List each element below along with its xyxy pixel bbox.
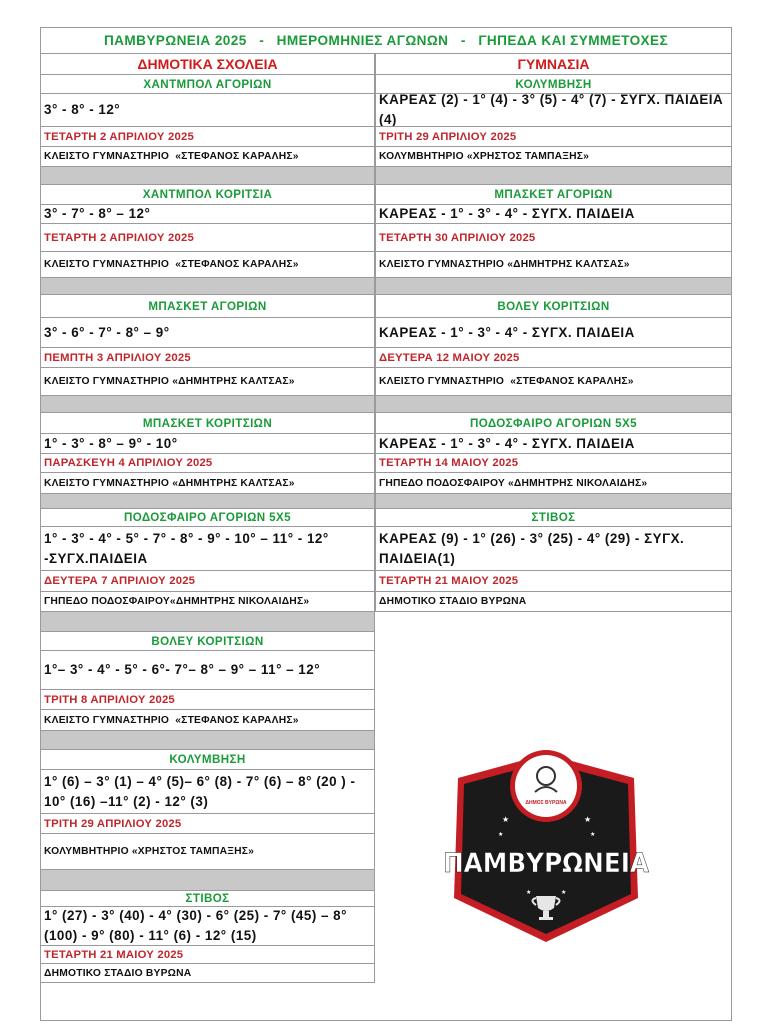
sport-title: ΧΑΝΤΜΠΟΛ ΚΟΡΙΤΣΙΑ <box>40 184 375 205</box>
separator-row <box>40 166 375 185</box>
event-venue: ΚΛΕΙΣΤΟ ΓΥΜΝΑΣΤΗΡΙΟ «ΔΗΜΗΤΡΗΣ ΚΑΛΤΣΑΣ» <box>40 367 375 396</box>
participants-list: 1° - 3° - 4° - 5° - 7° - 8° - 9° - 10° – 11° - 12° -ΣΥΓΧ.ΠΑΙΔΕΙΑ <box>40 526 375 571</box>
column-heading: ΓΥΜΝΑΣΙΑ <box>375 53 732 75</box>
event-date: ΤΕΤΑΡΤΗ 14 ΜΑΙΟΥ 2025 <box>375 453 732 473</box>
primary-schools-column <box>40 54 375 983</box>
sport-title: ΣΤΙΒΟΣ <box>40 890 375 907</box>
event-venue: ΚΛΕΙΣΤΟ ΓΥΜΝΑΣΤΗΡΙΟ «ΔΗΜΗΤΡΗΣ ΚΑΛΤΣΑΣ» <box>40 472 375 494</box>
participants-list: 1° (6) – 3° (1) – 4° (5)– 6° (8) - 7° (6) – 8° (20 ) - 10° (16) –11° (2) - 12° (3) <box>40 769 375 814</box>
sport-title: ΧΑΝΤΜΠΟΛ ΑΓΟΡΙΩΝ <box>40 74 375 94</box>
participants-list: 1° (27) - 3° (40) - 4° (30) - 6° (25) - 7° (45) – 8° (100) - 9° (80) - 11° (6) - 12° (15) <box>40 906 375 946</box>
event-venue: ΓΗΠΕΔΟ ΠΟΔΟΣΦΑΙΡΟΥ«ΔΗΜΗΤΡΗΣ ΝΙΚΟΛΑΙΔΗΣ» <box>40 591 375 612</box>
star-icon: ★ <box>561 890 567 896</box>
star-icon: ★ <box>498 832 504 838</box>
event-date: ΠΕΜΠΤΗ 3 ΑΠΡΙΛΙΟΥ 2025 <box>40 347 375 368</box>
event-venue: ΚΛΕΙΣΤΟ ΓΥΜΝΑΣΤΗΡΙΟ «ΣΤΕΦΑΝΟΣ ΚΑΡΑΛΗΣ» <box>40 251 375 278</box>
sport-title: ΜΠΑΣΚΕΤ ΑΓΟΡΙΩΝ <box>40 294 375 318</box>
participants-list: ΚΑΡΕΑΣ - 1° - 3° - 4° - ΣΥΓΧ. ΠΑΙΔΕΙΑ <box>375 204 732 224</box>
event-venue: ΚΛΕΙΣΤΟ ΓΥΜΝΑΣΤΗΡΙΟ «ΣΤΕΦΑΝΟΣ ΚΑΡΑΛΗΣ» <box>40 146 375 167</box>
star-icon: ★ <box>526 890 532 896</box>
sport-title: ΜΠΑΣΚΕΤ ΚΟΡΙΤΣΙΩΝ <box>40 412 375 434</box>
separator-row <box>40 493 375 509</box>
event-date: ΤΡΙΤΗ 8 ΑΠΡΙΛΙΟΥ 2025 <box>40 689 375 710</box>
event-date: ΤΕΤΑΡΤΗ 30 ΑΠΡΙΛΙΟΥ 2025 <box>375 223 732 252</box>
participants-list: 3° - 8° - 12° <box>40 93 375 127</box>
column-heading: ΔΗΜΟΤΙΚΑ ΣΧΟΛΕΙΑ <box>40 53 375 75</box>
event-date: ΤΕΤΑΡΤΗ 2 ΑΠΡΙΛΙΟΥ 2025 <box>40 126 375 147</box>
event-date: ΤΕΤΑΡΤΗ 21 ΜΑΙΟΥ 2025 <box>40 945 375 964</box>
emblem-text: ΔΗΜΟΣ ΒΥΡΩΝΑ <box>525 800 567 806</box>
star-icon: ★ <box>590 832 596 838</box>
separator-row <box>40 395 375 413</box>
event-date: ΠΑΡΑΣΚΕΥΗ 4 ΑΠΡΙΛΙΟΥ 2025 <box>40 453 375 473</box>
high-schools-column <box>375 54 732 612</box>
logo-graphic <box>438 748 654 948</box>
separator-row <box>40 277 375 295</box>
sport-title: ΚΟΛΥΜΒΗΣΗ <box>375 74 732 94</box>
separator-row <box>40 869 375 891</box>
page-title: ΠΑΜΒΥΡΩΝΕΙΑ 2025 - ΗΜΕΡΟΜΗΝΙΕΣ ΑΓΩΝΩΝ - ΓΗΠΕΔΑ ΚΑΙ ΣΥΜΜΕΤΟΧΕΣ <box>40 27 732 54</box>
participants-list: ΚΑΡΕΑΣ - 1° - 3° - 4° - ΣΥΓΧ. ΠΑΙΔΕΙΑ <box>375 317 732 348</box>
event-venue: ΔΗΜΟΤΙΚΟ ΣΤΑΔΙΟ ΒΥΡΩΝΑ <box>375 591 732 612</box>
event-date: ΔΕΥΤΕΡΑ 12 ΜΑΙΟΥ 2025 <box>375 347 732 368</box>
participants-list: 1°– 3° - 4° - 5° - 6°- 7°– 8° – 9° – 11° – 12° <box>40 650 375 690</box>
pamvyroneia-logo <box>438 748 654 948</box>
logo-wordmark: ΠΑΜΒΥΡΩΝΕΙΑ <box>443 848 650 879</box>
separator-row <box>40 730 375 750</box>
separator-row <box>40 611 375 632</box>
sport-title: ΠΟΔΟΣΦΑΙΡΟ ΑΓΟΡΙΩΝ 5Χ5 <box>40 508 375 527</box>
sport-title: ΚΟΛΥΜΒΗΣΗ <box>40 749 375 770</box>
sport-title: ΣΤΙΒΟΣ <box>375 508 732 527</box>
participants-list: ΚΑΡΕΑΣ - 1° - 3° - 4° - ΣΥΓΧ. ΠΑΙΔΕΙΑ <box>375 433 732 454</box>
participants-list: ΚΑΡΕΑΣ (2) - 1° (4) - 3° (5) - 4° (7) - ΣΥΓΧ. ΠΑΙΔΕΙΑ (4) <box>375 93 732 127</box>
event-date: ΔΕΥΤΕΡΑ 7 ΑΠΡΙΛΙΟΥ 2025 <box>40 570 375 592</box>
star-icon: ★ <box>584 815 592 824</box>
sport-title: ΒΟΛΕΥ ΚΟΡΙΤΣΙΩΝ <box>40 631 375 651</box>
sport-title: ΠΟΔΟΣΦΑΙΡΟ ΑΓΟΡΙΩΝ 5Χ5 <box>375 412 732 434</box>
participants-list: 3° - 6° - 7° - 8° – 9° <box>40 317 375 348</box>
event-date: ΤΡΙΤΗ 29 ΑΠΡΙΛΙΟΥ 2025 <box>375 126 732 147</box>
event-venue: ΚΛΕΙΣΤΟ ΓΥΜΝΑΣΤΗΡΙΟ «ΣΤΕΦΑΝΟΣ ΚΑΡΑΛΗΣ» <box>375 367 732 396</box>
event-venue: ΚΟΛΥΜΒΗΤΗΡΙΟ «ΧΡΗΣΤΟΣ ΤΑΜΠΑΞΗΣ» <box>375 146 732 167</box>
sport-title: ΒΟΛΕΥ ΚΟΡΙΤΣΙΩΝ <box>375 294 732 318</box>
star-icon: ★ <box>502 815 510 824</box>
event-date: ΤΕΤΑΡΤΗ 2 ΑΠΡΙΛΙΟΥ 2025 <box>40 223 375 252</box>
separator-row <box>375 277 732 295</box>
event-venue: ΚΛΕΙΣΤΟ ΓΥΜΝΑΣΤΗΡΙΟ «ΔΗΜΗΤΡΗΣ ΚΑΛΤΣΑΣ» <box>375 251 732 278</box>
participants-list: 1° - 3° - 8° – 9° - 10° <box>40 433 375 454</box>
participants-list: 3° - 7° - 8° – 12° <box>40 204 375 224</box>
event-venue: ΚΛΕΙΣΤΟ ΓΥΜΝΑΣΤΗΡΙΟ «ΣΤΕΦΑΝΟΣ ΚΑΡΑΛΗΣ» <box>40 709 375 731</box>
event-venue: ΔΗΜΟΤΙΚΟ ΣΤΑΔΙΟ ΒΥΡΩΝΑ <box>40 963 375 983</box>
separator-row <box>375 493 732 509</box>
event-date: ΤΡΙΤΗ 29 ΑΠΡΙΛΙΟΥ 2025 <box>40 813 375 834</box>
separator-row <box>375 395 732 413</box>
event-venue: ΓΗΠΕΔΟ ΠΟΔΟΣΦΑΙΡΟΥ «ΔΗΜΗΤΡΗΣ ΝΙΚΟΛΑΙΔΗΣ» <box>375 472 732 494</box>
event-venue: ΚΟΛΥΜΒΗΤΗΡΙΟ «ΧΡΗΣΤΟΣ ΤΑΜΠΑΞΗΣ» <box>40 833 375 870</box>
event-date: ΤΕΤΑΡΤΗ 21 ΜΑΙΟΥ 2025 <box>375 570 732 592</box>
separator-row <box>375 166 732 185</box>
sport-title: ΜΠΑΣΚΕΤ ΑΓΟΡΙΩΝ <box>375 184 732 205</box>
participants-list: ΚΑΡΕΑΣ (9) - 1° (26) - 3° (25) - 4° (29) - ΣΥΓΧ. ΠΑΙΔΕΙΑ(1) <box>375 526 732 571</box>
